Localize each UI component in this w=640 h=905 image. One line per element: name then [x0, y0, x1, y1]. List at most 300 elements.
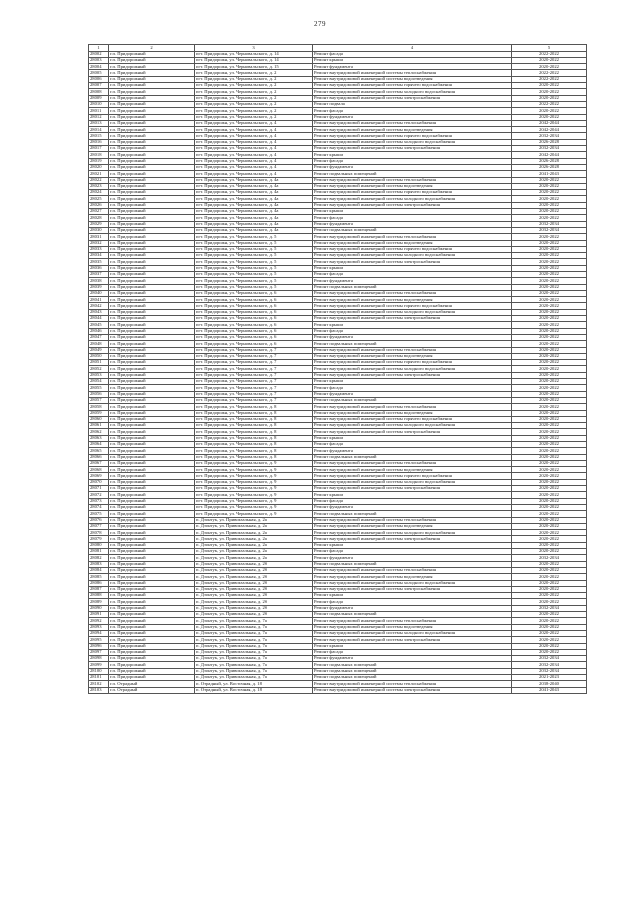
work-type-cell: Ремонт внутридомовой инженерной системы электроснабжения [313, 372, 512, 378]
row-number-cell: 28008 [89, 89, 109, 95]
row-number-cell: 28086 [89, 580, 109, 586]
work-type-cell: Ремонт крыши [313, 593, 512, 599]
period-cell: 2041-2043 [512, 171, 587, 177]
period-cell: 2020-2022 [512, 416, 587, 422]
address-cell: п. Дзонтук, ул. Привокзальная, д. 2б [195, 605, 313, 611]
municipality-cell: г.п. Придорожный [109, 536, 195, 542]
period-cell: 2022-2022 [512, 70, 587, 76]
period-cell: 2020-2022 [512, 429, 587, 435]
municipality-cell: г.п. Придорожный [109, 334, 195, 340]
period-cell: 2020-2022 [512, 246, 587, 252]
row-number-cell: 28064 [89, 442, 109, 448]
period-cell: 2020-2022 [512, 643, 587, 649]
address-cell: пгт. Придорожн, ул. Черновальского, д. 6 [195, 316, 313, 322]
row-number-cell: 28072 [89, 492, 109, 498]
period-cell: 2020-2022 [512, 435, 587, 441]
address-cell: пгт. Придорожн, ул. Черновальского, д. 9 [195, 460, 313, 466]
municipality-cell: г.п. Придорожный [109, 202, 195, 208]
address-cell: пгт. Придорожн, ул. Черновальского, д. 6 [195, 309, 313, 315]
work-type-cell: Ремонт фундамента [313, 448, 512, 454]
row-number-cell: 28024 [89, 190, 109, 196]
work-type-cell: Ремонт фасада [313, 328, 512, 334]
municipality-cell: г.п. Отрадный [109, 681, 195, 687]
period-cell: 2020-2022 [512, 586, 587, 592]
municipality-cell: г.п. Придорожный [109, 486, 195, 492]
repair-schedule-table [88, 44, 587, 694]
period-cell: 2020-2022 [512, 177, 587, 183]
address-cell: пгт. Придорожн, ул. Черновальского, д. 5 [195, 259, 313, 265]
period-cell: 2020-2022 [512, 108, 587, 114]
period-cell: 2020-2022 [512, 379, 587, 385]
address-cell: п. Дзонтук, ул. Привокзальная, д. 7а [195, 643, 313, 649]
row-number-cell: 28080 [89, 542, 109, 548]
period-cell: 2020-2022 [512, 209, 587, 215]
row-number-cell: 28025 [89, 196, 109, 202]
municipality-cell: г.п. Придорожный [109, 429, 195, 435]
municipality-cell: г.п. Придорожный [109, 624, 195, 630]
period-cell: 2020-2022 [512, 504, 587, 510]
municipality-cell: г.п. Придорожный [109, 290, 195, 296]
address-cell: пгт. Придорожн, ул. Черновальского, д. 4 [195, 120, 313, 126]
row-number-cell: 28102 [89, 681, 109, 687]
municipality-cell: г.п. Придорожный [109, 555, 195, 561]
address-cell: пгт. Придорожн, ул. Черновальского, д. 5 [195, 271, 313, 277]
municipality-cell: г.п. Придорожный [109, 435, 195, 441]
address-cell: пгт. Придорожн, ул. Черновальского, д. 7 [195, 391, 313, 397]
row-number-cell: 28035 [89, 259, 109, 265]
address-cell: пгт. Придорожн, ул. Черновальского, д. 4 [195, 139, 313, 145]
period-cell: 2038-2040 [512, 681, 587, 687]
municipality-cell: г.п. Придорожный [109, 190, 195, 196]
period-cell: 2032-2034 [512, 656, 587, 662]
address-cell: пгт. Придорожн, ул. Черновальского, д. 7 [195, 379, 313, 385]
work-type-cell: Ремонт внутридомовой инженерной системы электроснабжения [313, 586, 512, 592]
municipality-cell: г.п. Придорожный [109, 668, 195, 674]
row-number-cell: 28014 [89, 127, 109, 133]
period-cell: 2020-2022 [512, 259, 587, 265]
address-cell: п. Дзонтук, ул. Привокзальная, д. 2б [195, 567, 313, 573]
work-type-cell: Ремонт фундамента [313, 656, 512, 662]
municipality-cell: г.п. Придорожный [109, 303, 195, 309]
period-cell: 2020-2022 [512, 347, 587, 353]
municipality-cell: г.п. Придорожный [109, 215, 195, 221]
municipality-cell: г.п. Придорожный [109, 278, 195, 284]
work-type-cell: Ремонт внутридомовой инженерной системы электроснабжения [313, 429, 512, 435]
address-cell: п. Дзонтук, ул. Привокзальная, д. 7а [195, 656, 313, 662]
period-cell: 2026-2028 [512, 158, 587, 164]
address-cell: пгт. Придорожн, ул. Черновальского, д. 4а [195, 183, 313, 189]
work-type-cell: Ремонт фасада [313, 442, 512, 448]
row-number-cell: 28011 [89, 108, 109, 114]
row-number-cell: 28006 [89, 76, 109, 82]
address-cell: пгт. Придорожн, ул. Черновальского, д. 7 [195, 347, 313, 353]
row-number-cell: 28084 [89, 567, 109, 573]
period-cell: 2020-2022 [512, 649, 587, 655]
period-cell: 2020-2022 [512, 423, 587, 429]
row-number-cell: 28056 [89, 391, 109, 397]
municipality-cell: г.п. Придорожный [109, 404, 195, 410]
address-cell: пгт. Придорожн, ул. Черновальского, д. 15 [195, 64, 313, 70]
row-number-cell: 28078 [89, 530, 109, 536]
address-cell: пгт. Придорожн, ул. Черновальского, д. 7 [195, 366, 313, 372]
municipality-cell: г.п. Придорожный [109, 523, 195, 529]
address-cell: пгт. Придорожн, ул. Черновальского, д. 5 [195, 265, 313, 271]
period-cell: 2042-2044 [512, 152, 587, 158]
address-cell: пгт. Придорожн, ул. Черновальского, д. 7 [195, 360, 313, 366]
work-type-cell: Ремонт внутридомовой инженерной системы теплоснабжения [313, 618, 512, 624]
municipality-cell: г.п. Придорожный [109, 674, 195, 680]
period-cell: 2026-2028 [512, 164, 587, 170]
work-type-cell: Ремонт внутридомовой инженерной системы водоотведения [313, 183, 512, 189]
period-cell: 2020-2022 [512, 593, 587, 599]
work-type-cell: Ремонт подвальных помещений [313, 341, 512, 347]
row-number-cell: 28073 [89, 498, 109, 504]
period-cell: 2020-2022 [512, 473, 587, 479]
period-cell: 2020-2022 [512, 366, 587, 372]
address-cell: пгт. Придорожн, ул. Черновальского, д. 9 [195, 504, 313, 510]
row-number-cell: 28055 [89, 385, 109, 391]
work-type-cell: Ремонт крыши [313, 152, 512, 158]
row-number-cell: 28057 [89, 397, 109, 403]
address-cell: пгт. Придорожн, ул. Черновальского, д. 9 [195, 492, 313, 498]
work-type-cell: Ремонт фундамента [313, 114, 512, 120]
row-number-cell: 28027 [89, 209, 109, 215]
municipality-cell: г.п. Придорожный [109, 612, 195, 618]
work-type-cell: Ремонт внутридомовой инженерной системы электроснабжения [313, 687, 512, 693]
period-cell: 2026-2028 [512, 139, 587, 145]
address-cell: пгт. Придорожн, ул. Черновальского, д. 6 [195, 303, 313, 309]
row-number-cell: 28026 [89, 202, 109, 208]
row-number-cell: 28100 [89, 668, 109, 674]
municipality-cell: г.п. Придорожный [109, 492, 195, 498]
work-type-cell: Ремонт внутридомовой инженерной системы теплоснабжения [313, 404, 512, 410]
row-number-cell: 28052 [89, 366, 109, 372]
period-cell: 2020-2022 [512, 624, 587, 630]
work-type-cell: Ремонт внутридомовой инженерной системы теплоснабжения [313, 70, 512, 76]
municipality-cell: г.п. Придорожный [109, 158, 195, 164]
municipality-cell: г.п. Придорожный [109, 397, 195, 403]
address-cell: п. Дзонтук, ул. Привокзальная, д. 2а [195, 542, 313, 548]
address-cell: п. Дзонтук, ул. Привокзальная, д. 7а [195, 637, 313, 643]
work-type-cell: Ремонт внутридомовой инженерной системы электроснабжения [313, 486, 512, 492]
address-cell: пгт. Придорожн, ул. Черновальского, д. 4а [195, 202, 313, 208]
period-cell: 2020-2022 [512, 517, 587, 523]
work-type-cell: Ремонт внутридомовой инженерной системы холодного водоснабжения [313, 196, 512, 202]
row-number-cell: 28005 [89, 70, 109, 76]
address-cell: пгт. Придорожн, ул. Черновальского, д. 6 [195, 297, 313, 303]
municipality-cell: г.п. Придорожный [109, 316, 195, 322]
period-cell: 2020-2022 [512, 492, 587, 498]
municipality-cell: г.п. Придорожный [109, 284, 195, 290]
municipality-cell: г.п. Придорожный [109, 234, 195, 240]
address-cell: пгт. Придорожн, ул. Черновальского, д. 9 [195, 486, 313, 492]
address-cell: п. Дзонтук, ул. Привокзальная, д. 2а [195, 536, 313, 542]
municipality-cell: г.п. Придорожный [109, 133, 195, 139]
header-cell: 5 [512, 45, 587, 52]
address-cell: пгт. Придорожн, ул. Черновальского, д. 9 [195, 511, 313, 517]
row-number-cell: 28034 [89, 253, 109, 259]
work-type-cell: Ремонт фасада [313, 271, 512, 277]
address-cell: п. Дзонтук, ул. Привокзальная, д. 7а [195, 649, 313, 655]
row-number-cell: 28036 [89, 265, 109, 271]
work-type-cell: Ремонт внутридомовой инженерной системы электроснабжения [313, 637, 512, 643]
municipality-cell: г.п. Отрадный [109, 687, 195, 693]
address-cell: пгт. Придорожн, ул. Черновальского, д. 6 [195, 334, 313, 340]
period-cell: 2020-2022 [512, 57, 587, 63]
header-cell: 2 [109, 45, 195, 52]
address-cell: пгт. Придорожн, ул. Черновальского, д. 6 [195, 341, 313, 347]
work-type-cell: Ремонт фасада [313, 385, 512, 391]
municipality-cell: г.п. Придорожный [109, 643, 195, 649]
work-type-cell: Ремонт внутридомовой инженерной системы теплоснабжения [313, 681, 512, 687]
header-cell: 3 [195, 45, 313, 52]
municipality-cell: г.п. Придорожный [109, 171, 195, 177]
period-cell: 2020-2022 [512, 341, 587, 347]
municipality-cell: г.п. Придорожный [109, 549, 195, 555]
row-number-cell: 28081 [89, 549, 109, 555]
row-number-cell: 28042 [89, 303, 109, 309]
address-cell: пгт. Придорожн, ул. Черновальского, д. 8 [195, 429, 313, 435]
row-number-cell: 28030 [89, 227, 109, 233]
work-type-cell: Ремонт фундамента [313, 221, 512, 227]
work-type-cell: Ремонт внутридомовой инженерной системы горячего водоснабжения [313, 83, 512, 89]
work-type-cell: Ремонт внутридомовой инженерной системы электроснабжения [313, 146, 512, 152]
address-cell: п. Дзонтук, ул. Привокзальная, д. 7а [195, 674, 313, 680]
address-cell: пгт. Придорожн, ул. Черновальского, д. 6 [195, 328, 313, 334]
period-cell: 2020-2022 [512, 536, 587, 542]
period-cell: 2020-2022 [512, 523, 587, 529]
work-type-cell: Ремонт внутридомовой инженерной системы холодного водоснабжения [313, 423, 512, 429]
period-cell: 2032-2034 [512, 662, 587, 668]
work-type-cell: Ремонт внутридомовой инженерной системы теплоснабжения [313, 460, 512, 466]
work-type-cell: Ремонт подвальных помещений [313, 561, 512, 567]
period-cell: 2032-2034 [512, 221, 587, 227]
address-cell: пгт. Придорожн, ул. Черновальского, д. 14 [195, 51, 313, 57]
period-cell: 2020-2022 [512, 64, 587, 70]
row-number-cell: 28089 [89, 599, 109, 605]
address-cell: пгт. Придорожн, ул. Черновальского, д. 8 [195, 448, 313, 454]
address-cell: п. Отрадный, ул. Восточная, д. 18 [195, 681, 313, 687]
municipality-cell: г.п. Придорожный [109, 95, 195, 101]
period-cell: 2020-2022 [512, 410, 587, 416]
work-type-cell: Ремонт крыши [313, 379, 512, 385]
row-number-cell: 28091 [89, 612, 109, 618]
row-number-cell: 28103 [89, 687, 109, 693]
period-cell: 2020-2022 [512, 271, 587, 277]
address-cell: пгт. Придорожн, ул. Черновальского, д. 9 [195, 467, 313, 473]
municipality-cell: г.п. Придорожный [109, 227, 195, 233]
work-type-cell: Ремонт подвальных помещений [313, 612, 512, 618]
row-number-cell: 28074 [89, 504, 109, 510]
work-type-cell: Ремонт крыши [313, 265, 512, 271]
period-cell: 2020-2022 [512, 290, 587, 296]
municipality-cell: г.п. Придорожный [109, 322, 195, 328]
work-type-cell: Ремонт крыши [313, 542, 512, 548]
row-number-cell: 28043 [89, 309, 109, 315]
address-cell: пгт. Придорожн, ул. Черновальского, д. 9 [195, 473, 313, 479]
address-cell: пгт. Придорожн, ул. Черновальского, д. 2 [195, 76, 313, 82]
row-number-cell: 28095 [89, 637, 109, 643]
header-cell: 1 [89, 45, 109, 52]
row-number-cell: 28007 [89, 83, 109, 89]
work-type-cell: Ремонт внутридомовой инженерной системы электроснабжения [313, 536, 512, 542]
work-type-cell: Ремонт внутридомовой инженерной системы водоотведения [313, 574, 512, 580]
row-number-cell: 28040 [89, 290, 109, 296]
address-cell: пгт. Придорожн, ул. Черновальского, д. 6 [195, 322, 313, 328]
period-cell: 2020-2022 [512, 530, 587, 536]
municipality-cell: г.п. Придорожный [109, 146, 195, 152]
row-number-cell: 28063 [89, 435, 109, 441]
work-type-cell: Ремонт фасада [313, 498, 512, 504]
period-cell: 2032-2034 [512, 555, 587, 561]
work-type-cell: Ремонт фундамента [313, 64, 512, 70]
municipality-cell: г.п. Придорожный [109, 366, 195, 372]
row-number-cell: 28076 [89, 517, 109, 523]
municipality-cell: г.п. Придорожный [109, 542, 195, 548]
work-type-cell: Ремонт внутридомовой инженерной системы холодного водоснабжения [313, 139, 512, 145]
period-cell: 2020-2022 [512, 574, 587, 580]
row-number-cell: 28029 [89, 221, 109, 227]
municipality-cell: г.п. Придорожный [109, 76, 195, 82]
row-number-cell: 28037 [89, 271, 109, 277]
period-cell: 2032-2034 [512, 227, 587, 233]
period-cell: 2020-2022 [512, 284, 587, 290]
header-cell: 4 [313, 45, 512, 52]
municipality-cell: г.п. Придорожный [109, 448, 195, 454]
row-number-cell: 28051 [89, 360, 109, 366]
work-type-cell: Ремонт внутридомовой инженерной системы горячего водоснабжения [313, 473, 512, 479]
address-cell: п. Дзонтук, ул. Привокзальная, д. 2б [195, 561, 313, 567]
municipality-cell: г.п. Придорожный [109, 460, 195, 466]
work-type-cell: Ремонт внутридомовой инженерной системы горячего водоснабжения [313, 133, 512, 139]
row-number-cell: 28004 [89, 64, 109, 70]
work-type-cell: Ремонт внутридомовой инженерной системы водоотведения [313, 76, 512, 82]
period-cell: 2020-2022 [512, 190, 587, 196]
municipality-cell: г.п. Придорожный [109, 473, 195, 479]
period-cell: 2020-2022 [512, 95, 587, 101]
address-cell: пгт. Придорожн, ул. Черновальского, д. 2 [195, 89, 313, 95]
municipality-cell: г.п. Придорожный [109, 586, 195, 592]
row-number-cell: 28048 [89, 341, 109, 347]
work-type-cell: Ремонт внутридомовой инженерной системы холодного водоснабжения [313, 253, 512, 259]
work-type-cell: Ремонт внутридомовой инженерной системы холодного водоснабжения [313, 580, 512, 586]
row-number-cell: 28032 [89, 240, 109, 246]
work-type-cell: Ремонт подвала [313, 101, 512, 107]
row-number-cell: 28015 [89, 133, 109, 139]
address-cell: пгт. Придорожн, ул. Черновальского, д. 5 [195, 234, 313, 240]
work-type-cell: Ремонт внутридомовой инженерной системы холодного водоснабжения [313, 530, 512, 536]
municipality-cell: г.п. Придорожный [109, 108, 195, 114]
municipality-cell: г.п. Придорожный [109, 177, 195, 183]
period-cell: 2020-2022 [512, 278, 587, 284]
address-cell: пгт. Придорожн, ул. Черновальского, д. 4а [195, 227, 313, 233]
municipality-cell: г.п. Придорожный [109, 164, 195, 170]
address-cell: пгт. Придорожн, ул. Черновальского, д. 8 [195, 416, 313, 422]
period-cell: 2020-2022 [512, 265, 587, 271]
municipality-cell: г.п. Придорожный [109, 271, 195, 277]
municipality-cell: г.п. Придорожный [109, 360, 195, 366]
row-number-cell: 28094 [89, 630, 109, 636]
work-type-cell: Ремонт внутридомовой инженерной системы теплоснабжения [313, 517, 512, 523]
work-type-cell: Ремонт крыши [313, 643, 512, 649]
work-type-cell: Ремонт крыши [313, 57, 512, 63]
page-number: 279 [314, 20, 326, 28]
municipality-cell: г.п. Придорожный [109, 479, 195, 485]
period-cell: 2020-2022 [512, 599, 587, 605]
work-type-cell: Ремонт фундамента [313, 555, 512, 561]
municipality-cell: г.п. Придорожный [109, 649, 195, 655]
address-cell: пгт. Придорожн, ул. Черновальского, д. 2 [195, 83, 313, 89]
address-cell: пгт. Придорожн, ул. Черновальского, д. 4 [195, 158, 313, 164]
row-number-cell: 28079 [89, 536, 109, 542]
period-cell: 2020-2022 [512, 114, 587, 120]
row-number-cell: 28096 [89, 643, 109, 649]
address-cell: пгт. Придорожн, ул. Черновальского, д. 8 [195, 442, 313, 448]
work-type-cell: Ремонт подвальных помещений [313, 511, 512, 517]
row-number-cell: 28068 [89, 467, 109, 473]
period-cell: 2020-2022 [512, 372, 587, 378]
municipality-cell: г.п. Придорожный [109, 253, 195, 259]
row-number-cell: 28062 [89, 429, 109, 435]
period-cell: 2020-2022 [512, 498, 587, 504]
row-number-cell: 28054 [89, 379, 109, 385]
row-number-cell: 28010 [89, 101, 109, 107]
period-cell: 2020-2022 [512, 309, 587, 315]
period-cell: 2020-2022 [512, 542, 587, 548]
period-cell: 2020-2022 [512, 385, 587, 391]
table-row [89, 687, 587, 693]
work-type-cell: Ремонт внутридомовой инженерной системы водоотведения [313, 523, 512, 529]
address-cell: пгт. Придорожн, ул. Черновальского, д. 4а [195, 190, 313, 196]
municipality-cell: г.п. Придорожный [109, 385, 195, 391]
municipality-cell: г.п. Придорожный [109, 57, 195, 63]
row-number-cell: 28082 [89, 555, 109, 561]
municipality-cell: г.п. Придорожный [109, 580, 195, 586]
municipality-cell: г.п. Придорожный [109, 567, 195, 573]
work-type-cell: Ремонт внутридомовой инженерной системы водоотведения [313, 127, 512, 133]
period-cell: 2020-2022 [512, 479, 587, 485]
row-number-cell: 28016 [89, 139, 109, 145]
address-cell: пгт. Придорожн, ул. Черновальского, д. 4 [195, 164, 313, 170]
row-number-cell: 28061 [89, 423, 109, 429]
address-cell: п. Дзонтук, ул. Привокзальная, д. 2б [195, 574, 313, 580]
municipality-cell: г.п. Придорожный [109, 656, 195, 662]
row-number-cell: 28003 [89, 57, 109, 63]
municipality-cell: г.п. Придорожный [109, 637, 195, 643]
address-cell: пгт. Придорожн, ул. Черновальского, д. 5 [195, 253, 313, 259]
work-type-cell: Ремонт внутридомовой инженерной системы электроснабжения [313, 259, 512, 265]
work-type-cell: Ремонт фасада [313, 158, 512, 164]
municipality-cell: г.п. Придорожный [109, 423, 195, 429]
address-cell: пгт. Придорожн, ул. Черновальского, д. 4 [195, 146, 313, 152]
period-cell: 2020-2022 [512, 630, 587, 636]
work-type-cell: Ремонт внутридомовой инженерной системы горячего водоснабжения [313, 190, 512, 196]
period-cell: 2020-2022 [512, 549, 587, 555]
work-type-cell: Ремонт фундамента [313, 391, 512, 397]
municipality-cell: г.п. Придорожный [109, 196, 195, 202]
period-cell: 2020-2022 [512, 202, 587, 208]
municipality-cell: г.п. Придорожный [109, 139, 195, 145]
address-cell: п. Дзонтук, ул. Привокзальная, д. 7а [195, 668, 313, 674]
period-cell: 2041-2043 [512, 687, 587, 693]
period-cell: 2020-2022 [512, 561, 587, 567]
row-number-cell: 28071 [89, 486, 109, 492]
address-cell: пгт. Придорожн, ул. Черновальского, д. 8 [195, 454, 313, 460]
address-cell: п. Дзонтук, ул. Привокзальная, д. 2а [195, 517, 313, 523]
row-number-cell: 28088 [89, 593, 109, 599]
address-cell: п. Дзонтук, ул. Привокзальная, д. 2б [195, 612, 313, 618]
work-type-cell: Ремонт внутридомовой инженерной системы водоотведения [313, 353, 512, 359]
